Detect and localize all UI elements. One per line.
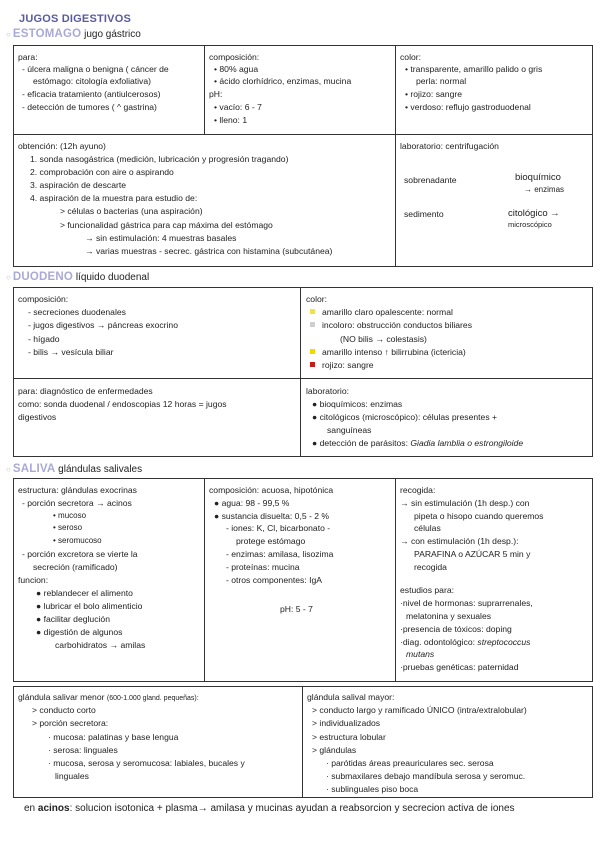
list-item: ● facilitar deglución [36,614,110,624]
list-item: 2. comprobación con aire o aspirando [30,167,174,177]
list-item: - porción secretora → acinos [22,498,132,508]
list-item: incoloro: obstrucción conductos biliares [310,319,472,331]
list-item: ·pruebas genéticas: paternidad [400,662,519,672]
enzimas-label: → enzimas [524,185,565,194]
saliva-heading: SALIVA [12,463,56,475]
list-item: · serosa: linguales [48,745,118,755]
list-item: perla: normal [416,76,467,86]
list-item: carbohidratos → amilas [55,640,146,650]
glandula-mayor-label: glándula salival mayor: [307,692,395,702]
list-item: - eficacia tratamiento (antiulcerosos) [22,89,161,99]
list-item: - proteínas: mucina [226,562,300,572]
list-item: • lleno: 1 [214,115,248,125]
list-item: • verdoso: reflujo gastroduodenal [405,102,531,112]
page-title: JUGOS DIGESTIVOS [19,13,132,25]
list-item: → sin estimulación (1h desp.) con [400,498,530,508]
estomago-laboratorio-label: laboratorio: centrifugación [400,141,499,151]
saliva-composicion-label: composición: acuosa, hipotónica [209,485,334,495]
list-item: estómago: citología exfoliativa) [33,76,151,86]
duodeno-color-label: color: [306,294,328,304]
divider [204,478,205,682]
duodeno-como-cont: digestivos [18,412,57,422]
list-item: secreción (ramificado) [33,562,118,572]
list-item: melatonina y sexuales [406,611,492,621]
list-item: rojizo: sangre [310,359,374,371]
list-item: > individualizados [312,718,381,728]
list-item: - bilis → vesícula biliar [28,347,114,357]
estomago-heading: ESTOMAGO [12,28,82,40]
list-item: • mucoso [53,511,87,520]
duodeno-para: para: diagnóstico de enfermedades [18,386,153,396]
list-item: > estructura lobular [312,732,386,742]
list-item: > células o bacterias (una aspiración) [60,206,203,216]
section-heading-duodeno [6,271,149,283]
list-item: - hígado [28,334,60,344]
circle-bullet-icon: ○ [6,30,11,39]
duodeno-laboratorio-label: laboratorio: [306,386,349,396]
list-item: · mucosa: palatinas y base lengua [48,732,179,742]
list-item: amarillo claro opalescente: normal [310,306,453,318]
saliva-estructura-label: estructura: glándulas exocrinas [18,485,137,495]
saliva-subtitle: glándulas salivales [58,464,143,475]
list-item: - porción excretora se vierte la [22,549,138,559]
estomago-ph-label: pH: [209,89,223,99]
citologico-label: citológico → [508,208,560,219]
duodeno-subtitle: líquido duodenal [75,272,150,283]
list-item: ·diag. odontológico: streptococcus [400,637,531,647]
list-item: • 80% agua [214,64,259,74]
duodeno-composicion-label: composición: [18,294,69,304]
list-item: → varias muestras - secrec. gástrica con histamina (subcutánea) [85,246,333,256]
list-item: > glándulas [312,745,357,755]
divider [13,134,593,135]
section-heading-saliva [6,463,142,475]
list-item: ● agua: 98 - 99,5 % [214,498,290,508]
list-item: 4. aspiración de la muestra para estudio de: [30,193,198,203]
list-item: · submaxilares debajo mandíbula serosa y seromuc. [326,771,526,781]
list-item: • vacío: 6 - 7 [214,102,262,112]
gray-swatch-icon [310,322,315,327]
list-item: • rojizo: sangre [405,89,462,99]
estomago-obtencion-label: obtención: (12h ayuno) [18,141,106,151]
list-item: > conducto largo y ramificado ÚNICO (intra/extralobular) [312,705,527,715]
list-item: - detección de tumores ( ^ gastrina) [22,102,157,112]
list-item: ● bioquímicos: enzimas [312,399,403,409]
list-item: ·nivel de hormonas: suprarrenales, [400,598,533,608]
list-item: - otros componentes: IgA [226,575,323,585]
list-item: · parótidas áreas preauriculares sec. serosa [326,758,494,768]
list-item: células [414,523,441,533]
divider [395,45,396,267]
list-item: → sin estimulación: 4 muestras basales [85,233,237,243]
divider [302,686,303,798]
list-item: • transparente, amarillo palido o gris [405,64,543,74]
list-item: mutans [406,649,435,659]
divider [204,45,205,134]
list-item: (NO bilis → colestasis) [340,334,427,344]
duodeno-heading: DUODENO [12,271,74,283]
list-item: • ácido clorhídrico, enzimas, mucina [214,76,352,86]
saliva-funcion-label: funcion: [18,575,49,585]
list-item: · sublinguales piso boca [326,784,419,794]
sedimento-label: sedimento [404,209,444,219]
list-item: - jugos digestivos → páncreas exocrino [28,320,178,330]
glandula-menor-label: glándula salivar menor (600-1.000 gland. pequeñas): [18,692,199,702]
list-item: pipeta o hisopo cuando queremos [414,511,544,521]
estomago-composicion-label: composición: [209,52,260,62]
list-item: ● digestión de algunos [36,627,123,637]
list-item: PARAFINA o AZÚCAR 5 min y [414,549,531,559]
divider [300,287,301,457]
list-item: 3. aspiración de descarte [30,180,127,190]
list-item: ● sustancia disuelta: 0,5 - 2 % [214,511,330,521]
estomago-color-label: color: [400,52,422,62]
bioquimico-label: bioquímico [515,172,561,183]
list-item: - úlcera maligna o benigna ( cáncer de [22,64,169,74]
list-item: ● lubricar el bolo alimenticio [36,601,143,611]
list-item: > conducto corto [32,705,96,715]
list-item: - iones: K, Cl, bicarbonato - [226,523,331,533]
divider [395,478,396,682]
list-item: linguales [55,771,89,781]
yellow-swatch-icon [310,349,315,354]
saliva-recogida-label: recogida: [400,485,436,495]
list-item: > porción secretora: [32,718,109,728]
list-item: amarillo intenso ↑ bilirrubina (ictericia) [310,346,466,358]
saliva-estudios-label: estudios para: [400,585,454,595]
circle-bullet-icon: ○ [6,465,11,474]
list-item: - secreciones duodenales [28,307,126,317]
estomago-subtitle: jugo gástrico [84,29,141,40]
list-item: sanguíneas [327,425,372,435]
list-item: ● citológicos (microscópico): células presentes + [312,412,498,422]
sobrenadante-label: sobrenadante [404,175,457,185]
red-swatch-icon [310,362,315,367]
list-item: ● detección de parásitos: Giadia lamblia o estrongiloide [312,438,524,448]
divider [13,378,593,379]
list-item: - enzimas: amilasa, lisozima [226,549,334,559]
list-item: ·presencia de tóxicos: doping [400,624,512,634]
list-item: • seroso [53,523,83,532]
estomago-para-label: para: [18,52,38,62]
list-item: → con estimulación (1h desp.): [400,536,519,546]
microscopico-label: microscópico [508,220,552,229]
saliva-ph: pH: 5 - 7 [280,604,313,614]
circle-bullet-icon: ○ [6,273,11,282]
list-item: 1. sonda nasogástrica (medición, lubricación y progresión tragando) [30,154,289,164]
section-heading-estomago [6,28,141,40]
list-item: > funcionalidad gástrica para cap máxima del estómago [60,220,273,230]
list-item: protege estómago [236,536,306,546]
list-item: recogida [414,562,447,572]
duodeno-como: como: sonda duodenal / endoscopias 12 horas = jugos [18,399,227,409]
list-item: ● reblandecer el alimento [36,588,133,598]
list-item: • seromucoso [53,536,102,545]
yellow-swatch-icon [310,309,315,314]
footer-note: en acinos: solucion isotonica + plasma→ amilasa y mucinas ayudan a reabsorcion y secrecion activa de iones [24,803,515,814]
list-item: · mucosa, serosa y seromucosa: labiales, bucales y [48,758,245,768]
